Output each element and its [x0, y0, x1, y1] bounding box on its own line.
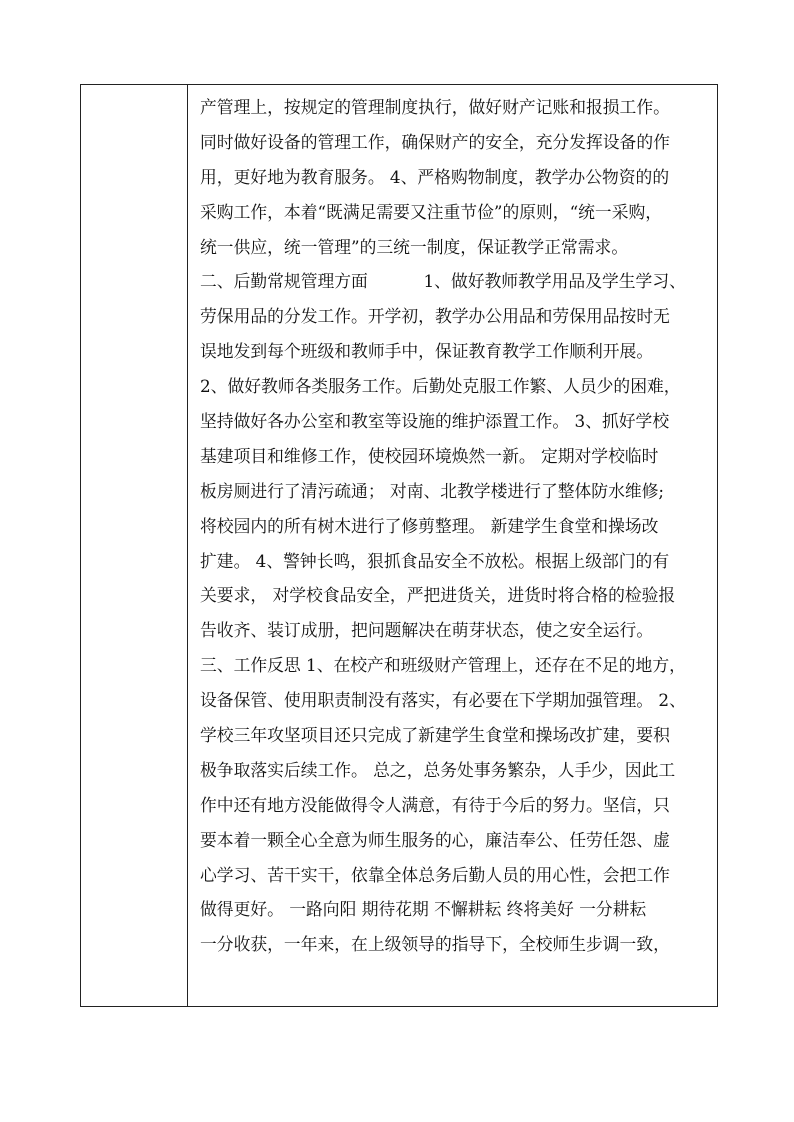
text-line: 三、工作反思 1、在校产和班级财产管理上，还存在不足的地方， — [200, 655, 686, 676]
text-line: 基建项目和维修工作，使校园环境焕然一新。 定期对学校临时 — [200, 445, 659, 466]
text-line: 坚持做好各办公室和教室等设施的维护添置工作。 3、抓好学校 — [200, 411, 670, 432]
text-line: 将校园内的所有树木进行了修剪整理。 新建学生食堂和操场改 — [200, 515, 659, 536]
text-line: 关要求， 对学校食品安全，严把进货关，进货时将合格的检验报 — [200, 585, 676, 606]
table-left-cell — [81, 85, 188, 1006]
text-line: 要本着一颗全心全意为师生服务的心，廉洁奉公、任劳任怨、虚 — [200, 829, 670, 850]
text-line: 心学习、苦干实干，依靠全体总务后勤人员的用心性，会把工作 — [200, 864, 670, 885]
text-line: 学校三年攻坚项目还只完成了新建学生食堂和操场改扩建，要积 — [200, 725, 670, 746]
text-line: 产管理上，按规定的管理制度执行，做好财产记账和报损工作。 — [200, 97, 670, 117]
text-line: 二、后勤常规管理方面 1、做好教师教学用品及学生学习、 — [200, 271, 686, 292]
text-line: 设备保管、使用职责制没有落实，有必要在下学期加强管理。 2、 — [200, 690, 686, 711]
text-line: 极争取落实后续工作。 总之，总务处事务繁杂，人手少，因此工 — [200, 759, 676, 780]
text-line: 劳保用品的分发工作。开学初，教学办公用品和劳保用品按时无 — [200, 306, 670, 327]
text-line: 板房厕进行了清污疏通； 对南、北教学楼进行了整体防水维修; — [200, 480, 665, 501]
text-line: 采购工作，本着“既满足需要又注重节俭”的原则，“统一采购， — [200, 201, 663, 222]
text-line: 用，更好地为教育服务。 4、严格购物制度，教学办公物资的的 — [200, 166, 670, 187]
text-line: 统一供应，统一管理”的三统一制度，保证教学正常需求。 — [200, 236, 629, 257]
text-line: 扩建。 4、警钟长鸣，狠抓食品安全不放松。根据上级部门的有 — [200, 550, 670, 571]
text-line: 告收齐、装订成册，把问题解决在萌芽状态，使之安全运行。 — [200, 620, 654, 641]
text-line: 一分收获，一年来，在上级领导的指导下，全校师生步调一致， — [200, 934, 670, 955]
text-line: 2、做好教师各类服务工作。后勤处克服工作繁、人员少的困难， — [200, 376, 681, 397]
table-text-cell — [188, 85, 717, 1006]
text-line: 作中还有地方没能做得令人满意，有待于今后的努力。坚信，只 — [200, 794, 670, 815]
text-line: 同时做好设备的管理工作，确保财产的安全，充分发挥设备的作 — [200, 131, 670, 152]
text-line: 做得更好。 一路向阳 期待花期 不懈耕耘 终将美好 一分耕耘 — [200, 899, 647, 920]
content-table — [80, 84, 718, 1007]
text-line: 误地发到每个班级和教师手中，保证教育教学工作顺利开展。 — [200, 341, 654, 362]
